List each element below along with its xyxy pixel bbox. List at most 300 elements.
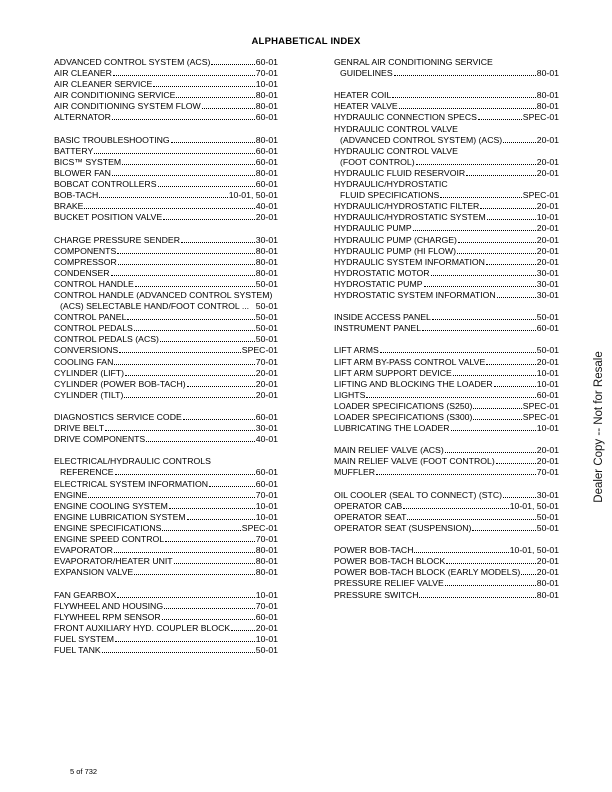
dot-leader <box>422 323 536 331</box>
dot-leader <box>486 357 535 365</box>
section-spacer <box>334 434 559 445</box>
index-entry <box>54 135 278 146</box>
index-entry <box>54 523 278 534</box>
entry-label: BLOWER FAN <box>54 167 111 178</box>
entry-page-ref: 80-01 <box>255 90 278 101</box>
entry-page-ref: 60-01 <box>255 412 278 422</box>
entry-page-ref: 40-01 <box>255 434 278 445</box>
dot-leader <box>176 90 254 98</box>
index-entry <box>334 279 559 290</box>
entry-page-ref: 40-01 <box>255 201 278 212</box>
entry-label: (ACS) SELECTABLE HAND/FOOT CONTROL ... <box>60 301 250 312</box>
index-entry <box>54 623 278 634</box>
entry-page-ref: 10-01 <box>536 367 559 378</box>
entry-page-ref: 20-01 <box>536 201 559 212</box>
index-entry-heading <box>334 146 559 157</box>
index-entry <box>334 246 559 257</box>
dot-leader <box>105 423 255 431</box>
entry-page-ref: 30-01 <box>536 267 559 278</box>
entry-page-ref: 10-01 <box>536 423 559 434</box>
entry-label: CYLINDER (TILT) <box>54 389 124 400</box>
entry-page-ref: 60-01 <box>255 179 278 190</box>
entry-label: LUBRICATING THE LOADER <box>334 423 450 434</box>
entry-label: FLYWHEEL AND HOUSING <box>54 600 164 611</box>
entry-label: CONTROL HANDLE <box>54 278 134 289</box>
entry-label: MAIN RELIEF VALVE (ACS) <box>334 445 444 456</box>
entry-page-ref: 30-01 <box>536 289 559 300</box>
entry-page-ref: 50-01 <box>255 323 278 334</box>
entry-page-ref: 20-01 <box>536 567 559 578</box>
entry-page-ref: 50-01 <box>255 334 278 345</box>
dot-leader <box>472 523 535 531</box>
entry-label: EVAPORATOR <box>54 545 113 556</box>
entry-label: OPERATOR SEAT (SUSPENSION) <box>334 522 472 533</box>
entry-label: GUIDELINES <box>340 68 393 79</box>
entry-page-ref: 20-01 <box>536 445 559 456</box>
index-entry <box>54 323 278 334</box>
dot-leader <box>114 357 254 365</box>
dot-leader <box>102 645 255 653</box>
entry-label: LIFTING AND BLOCKING THE LOADER <box>334 378 493 389</box>
index-entry <box>334 212 559 223</box>
dot-leader <box>487 212 536 220</box>
entry-page-ref: 10-01, 50-01 <box>509 545 559 556</box>
entry-label: POWER BOB-TACH <box>334 545 414 556</box>
dot-leader <box>466 168 536 176</box>
dot-leader <box>165 534 255 542</box>
entry-label: INSTRUMENT PANEL <box>334 323 422 334</box>
section-spacer <box>54 223 278 234</box>
index-entry <box>54 545 278 556</box>
entry-page-ref: 10-01 <box>255 511 278 522</box>
entry-label: MUFFLER <box>334 467 376 478</box>
dot-leader <box>163 212 255 220</box>
index-entry <box>334 401 559 412</box>
entry-page-ref: 80-01 <box>536 90 559 101</box>
index-entry <box>54 179 278 190</box>
entry-label: HEATER COIL <box>334 90 392 101</box>
entry-label: FUEL SYSTEM <box>54 633 115 644</box>
entry-page-ref: SPEC-01 <box>522 112 559 123</box>
dot-leader <box>403 501 508 509</box>
entry-page-ref: 50-01 <box>255 312 278 323</box>
index-entry <box>334 379 559 390</box>
dot-leader <box>202 101 255 109</box>
entry-page-ref: 10-01 <box>255 79 278 90</box>
entry-page-ref: 50-01 <box>255 644 278 655</box>
entry-label: POWER BOB-TACH BLOCK <box>334 556 446 567</box>
entry-page-ref: 70-01 <box>255 600 278 611</box>
dot-leader <box>394 68 536 76</box>
index-entry <box>334 512 559 523</box>
entry-label: ENGINE SPEED CONTROL <box>54 534 165 545</box>
entry-label: DRIVE COMPONENTS <box>54 434 146 445</box>
entry-page-ref: 10-01, 50-01 <box>228 190 278 201</box>
entry-label: BATTERY <box>54 145 94 156</box>
entry-label: DRIVE BELT <box>54 423 105 434</box>
entry-page-ref: 70-01 <box>255 534 278 545</box>
dot-leader <box>99 190 227 198</box>
index-entry <box>54 57 278 68</box>
entry-page-ref: 10-01, 50-01 <box>509 500 559 511</box>
dot-leader <box>122 157 255 165</box>
entry-label: LIFT ARM BY-PASS CONTROL VALVE <box>334 356 486 367</box>
index-entry <box>54 112 278 123</box>
entry-page-ref: 20-01 <box>536 556 559 567</box>
entry-label: CONTROL PANEL <box>54 312 127 323</box>
dot-leader <box>497 290 536 298</box>
index-entry <box>54 268 278 279</box>
section-spacer <box>54 445 278 456</box>
dot-leader <box>432 312 536 320</box>
entry-label: COMPONENTS <box>54 245 117 256</box>
entry-label: FAN GEARBOX <box>54 589 117 600</box>
entry-label: CONVERSIONS <box>54 345 119 356</box>
dot-leader <box>453 368 536 376</box>
entry-label: (FOOT CONTROL) <box>340 156 415 167</box>
dot-leader <box>440 190 522 198</box>
dot-leader <box>135 279 255 287</box>
entry-label: HYDRAULIC PUMP (HI FLOW) <box>334 245 456 256</box>
dot-leader <box>124 390 254 398</box>
dot-leader <box>115 634 255 642</box>
index-entry <box>334 257 559 268</box>
dot-leader <box>164 601 255 609</box>
section-spacer <box>334 79 559 90</box>
index-entry <box>54 79 278 90</box>
dot-leader <box>380 345 536 353</box>
entry-label: HYDRAULIC/HYDROSTATIC FILTER <box>334 201 480 212</box>
entry-label: AIR CLEANER <box>54 68 112 79</box>
dot-leader <box>250 302 255 309</box>
dot-leader <box>134 567 255 575</box>
index-entry <box>334 456 559 467</box>
entry-page-ref: 10-01 <box>255 633 278 644</box>
dot-leader <box>451 423 536 431</box>
entry-page-ref: 60-01 <box>255 467 278 478</box>
index-entry <box>334 168 559 179</box>
entry-label: PRESSURE RELIEF VALVE <box>334 578 444 589</box>
dot-leader <box>424 279 536 287</box>
entry-label: ENGINE LUBRICATION SYSTEM <box>54 511 186 522</box>
index-entry <box>54 190 278 201</box>
index-entry <box>334 112 559 123</box>
entry-page-ref: 20-01 <box>536 234 559 245</box>
index-column-right <box>334 57 559 601</box>
index-entry <box>54 90 278 101</box>
index-entry <box>54 68 278 79</box>
entry-page-ref: 20-01 <box>536 156 559 167</box>
index-entry-heading <box>334 57 559 68</box>
index-entry <box>54 312 278 323</box>
entry-label: OIL COOLER (SEAL TO CONNECT) (STC) <box>334 489 502 500</box>
entry-label: AIR CLEANER SERVICE <box>54 79 153 90</box>
index-entry <box>334 135 559 146</box>
entry-page-ref: SPEC-01 <box>522 400 559 411</box>
index-entry <box>54 612 278 623</box>
section-spacer <box>54 578 278 589</box>
page-title: ALPHABETICAL INDEX <box>251 36 361 47</box>
entry-label: COMPRESSOR <box>54 256 117 267</box>
index-entry <box>54 157 278 168</box>
index-entry <box>334 90 559 101</box>
entry-label: PRESSURE SWITCH <box>334 589 419 600</box>
index-entry <box>334 223 559 234</box>
dot-leader <box>112 112 255 120</box>
dot-leader <box>399 101 536 109</box>
entry-page-ref: 10-01 <box>536 212 559 223</box>
index-entry-heading <box>334 179 559 190</box>
dot-leader <box>88 490 254 498</box>
index-entry <box>54 601 278 612</box>
entry-page-ref: 80-01 <box>255 567 278 578</box>
dot-leader <box>209 479 255 487</box>
entry-page-ref: 20-01 <box>536 256 559 267</box>
dot-leader <box>94 146 255 154</box>
dot-leader <box>118 257 255 265</box>
index-entry <box>334 268 559 279</box>
entry-label: AIR CONDITIONING SERVICE <box>54 90 176 101</box>
entry-page-ref: 60-01 <box>255 145 278 156</box>
index-entry <box>334 357 559 368</box>
dot-leader <box>445 445 536 453</box>
index-entry <box>334 290 559 301</box>
dot-leader <box>445 578 536 586</box>
entry-label: FLUID SPECIFICATIONS <box>340 190 440 201</box>
entry-label: CONTROL HANDLE (ADVANCED CONTROL SYSTEM) <box>54 289 273 300</box>
dot-leader <box>181 235 255 243</box>
dot-leader <box>503 490 536 498</box>
entry-page-ref: 50-01 <box>536 312 559 323</box>
dot-leader <box>146 434 255 442</box>
index-entry <box>54 168 278 179</box>
index-entry <box>334 578 559 589</box>
index-entry <box>54 368 278 379</box>
index-entry <box>54 512 278 523</box>
entry-label: EVAPORATOR/HEATER UNIT <box>54 556 173 567</box>
entry-label: CYLINDER (POWER BOB-TACH) <box>54 378 186 389</box>
entry-label: HYDRAULIC SYSTEM INFORMATION <box>334 256 485 267</box>
entry-page-ref: 20-01 <box>255 367 278 378</box>
dot-leader <box>127 312 254 320</box>
entry-label: INSIDE ACCESS PANEL <box>334 312 431 323</box>
entry-label: HEATER VALVE <box>334 101 398 112</box>
entry-page-ref: 60-01 <box>536 389 559 400</box>
entry-page-ref: 50-01 <box>536 345 559 356</box>
entry-label: ALTERNATOR <box>54 112 111 123</box>
entry-page-ref: 50-01 <box>536 522 559 533</box>
index-entry <box>54 390 278 401</box>
entry-label: HYDRAULIC/HYDROSTATIC <box>334 179 448 190</box>
entry-page-ref: 50-01 <box>255 301 278 312</box>
entry-label: HYDRAULIC CONTROL VALVE <box>334 145 458 156</box>
entry-page-ref: 50-01 <box>255 278 278 289</box>
dot-leader <box>171 135 255 143</box>
index-entry <box>334 501 559 512</box>
watermark-text: Dealer Copy -- Not for Resale <box>593 351 605 503</box>
index-entry-heading <box>54 456 278 467</box>
index-entry <box>54 201 278 212</box>
dot-leader <box>231 623 255 631</box>
index-entry <box>334 567 559 578</box>
entry-page-ref: 20-01 <box>255 622 278 633</box>
entry-page-ref: SPEC-01 <box>522 190 559 201</box>
section-spacer <box>334 334 559 345</box>
index-entry <box>334 445 559 456</box>
dot-leader <box>521 567 535 575</box>
entry-page-ref: 20-01 <box>255 212 278 223</box>
index-entry <box>54 590 278 601</box>
dot-leader <box>211 57 254 65</box>
dot-leader <box>134 323 255 331</box>
entry-label: CHARGE PRESSURE SENDER <box>54 234 180 245</box>
dot-leader <box>117 246 255 254</box>
index-entry <box>54 634 278 645</box>
entry-page-ref: 70-01 <box>255 489 278 500</box>
entry-label: EXPANSION VALVE <box>54 567 134 578</box>
entry-label: BUCKET POSITION VALVE <box>54 212 163 223</box>
dot-leader <box>183 412 255 420</box>
entry-label: LIGHTS <box>334 389 366 400</box>
index-entry <box>334 523 559 534</box>
entry-page-ref: 80-01 <box>536 68 559 79</box>
index-entry <box>54 556 278 567</box>
index-entry-heading <box>334 124 559 135</box>
entry-page-ref: 60-01 <box>255 112 278 123</box>
entry-page-ref: 20-01 <box>536 167 559 178</box>
index-entry <box>334 312 559 323</box>
entry-label: CYLINDER (LIFT) <box>54 367 124 378</box>
entry-page-ref: 60-01 <box>255 57 278 67</box>
dot-leader <box>117 590 254 598</box>
entry-page-ref: 80-01 <box>255 256 278 267</box>
entry-label: LOADER SPECIFICATIONS (S250) <box>334 400 473 411</box>
index-entry <box>334 68 559 79</box>
entry-label: FLYWHEEL RPM SENSOR <box>54 611 161 622</box>
dot-leader <box>431 268 536 276</box>
entry-page-ref: 20-01 <box>255 378 278 389</box>
index-entry <box>54 412 278 423</box>
entry-label: AIR CONDITIONING SYSTEM FLOW <box>54 101 201 112</box>
dot-leader <box>486 257 536 265</box>
entry-page-ref: 20-01 <box>536 356 559 367</box>
entry-label: HYDRAULIC/HYDROSTATIC SYSTEM <box>334 212 486 223</box>
entry-page-ref: 80-01 <box>255 101 278 112</box>
entry-page-ref: 80-01 <box>536 101 559 112</box>
entry-label: COOLING FAN <box>54 356 114 367</box>
index-entry <box>54 146 278 157</box>
dot-leader <box>496 456 536 464</box>
index-entry <box>334 467 559 478</box>
dot-leader <box>458 235 536 243</box>
entry-page-ref: 80-01 <box>255 267 278 278</box>
index-entry <box>334 345 559 356</box>
index-entry <box>54 279 278 290</box>
index-entry <box>334 323 559 334</box>
entry-page-ref: 80-01 <box>255 134 278 145</box>
dot-leader <box>414 545 508 553</box>
index-entry <box>54 101 278 112</box>
entry-label: CONTROL PEDALS (ACS) <box>54 334 159 345</box>
dot-leader <box>114 545 255 553</box>
entry-label: LOADER SPECIFICATIONS (S300) <box>334 412 473 422</box>
entry-page-ref: 20-01 <box>536 245 559 256</box>
entry-page-ref: 20-01 <box>536 456 559 467</box>
entry-page-ref: 80-01 <box>255 167 278 178</box>
entry-page-ref: 80-01 <box>536 578 559 589</box>
entry-label: CONDENSER <box>54 267 110 278</box>
section-spacer <box>334 301 559 312</box>
index-entry <box>54 645 278 656</box>
index-entry <box>334 490 559 501</box>
index-entry <box>54 479 278 490</box>
entry-page-ref: 10-01 <box>255 589 278 600</box>
dot-leader <box>153 79 254 87</box>
entry-label: HYDRAULIC CONNECTION SPECS <box>334 112 477 123</box>
entry-label: ELECTRICAL SYSTEM INFORMATION <box>54 478 208 489</box>
entry-page-ref: 70-01 <box>536 467 559 478</box>
index-entry <box>334 556 559 567</box>
entry-page-ref: 50-01 <box>536 511 559 522</box>
entry-page-ref: 80-01 <box>255 556 278 567</box>
entry-page-ref: 30-01 <box>536 489 559 500</box>
dot-leader <box>480 201 535 209</box>
dot-leader <box>125 368 255 376</box>
section-spacer <box>54 124 278 135</box>
dot-leader <box>413 223 536 231</box>
entry-label: BOB-TACH <box>54 190 99 201</box>
index-entry <box>54 301 278 312</box>
entry-page-ref: 10-01 <box>536 378 559 389</box>
entry-page-ref: SPEC-01 <box>241 522 278 533</box>
dot-leader <box>169 501 255 509</box>
index-entry <box>334 201 559 212</box>
entry-label: BOBCAT CONTROLLERS <box>54 179 157 190</box>
dot-leader <box>162 523 240 531</box>
entry-label: HYDROSTATIC MOTOR <box>334 267 430 278</box>
index-entry <box>334 423 559 434</box>
dot-leader <box>473 401 521 409</box>
entry-label: BRAKE <box>54 201 84 212</box>
dot-leader <box>494 379 536 387</box>
index-entry <box>334 157 559 168</box>
dot-leader <box>366 390 535 398</box>
entry-label: LIFT ARMS <box>334 345 379 356</box>
dot-leader <box>503 135 536 143</box>
entry-label: MAIN RELIEF VALVE (FOOT CONTROL) <box>334 456 495 467</box>
entry-label: (ADVANCED CONTROL SYSTEM) (ACS) <box>340 134 503 145</box>
entry-label: REFERENCE <box>60 467 114 478</box>
entry-page-ref: 20-01 <box>255 389 278 400</box>
entry-label: GENRAL AIR CONDITIONING SERVICE <box>334 57 493 67</box>
dot-leader <box>187 512 255 520</box>
entry-label: HYDROSTATIC PUMP <box>334 278 423 289</box>
entry-page-ref: 60-01 <box>255 611 278 622</box>
entry-label: ENGINE <box>54 489 88 500</box>
section-spacer <box>334 479 559 490</box>
dot-leader <box>113 68 255 76</box>
dot-leader <box>84 201 254 209</box>
index-entry <box>334 368 559 379</box>
entry-page-ref: 80-01 <box>536 589 559 600</box>
entry-label: BICS™ SYSTEM <box>54 156 122 167</box>
entry-label: FRONT AUXILIARY HYD. COUPLER BLOCK <box>54 622 231 633</box>
entry-label: CONTROL PEDALS <box>54 323 133 334</box>
entry-page-ref: SPEC-01 <box>241 345 278 356</box>
index-entry <box>334 235 559 246</box>
index-entry <box>54 345 278 356</box>
entry-page-ref: 30-01 <box>536 278 559 289</box>
